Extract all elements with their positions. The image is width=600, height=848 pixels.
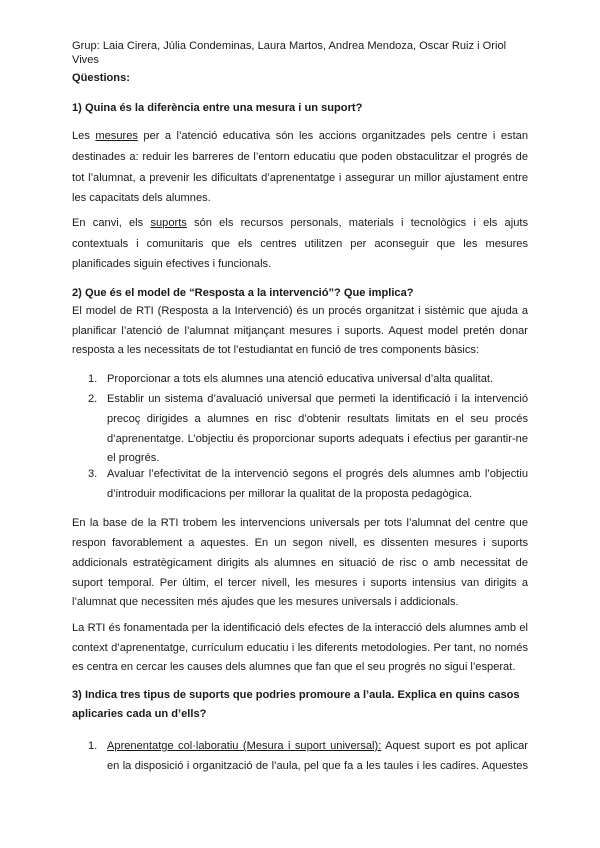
q2-base-line-5: l’alumnat que necessiten més ajudes que les mesures universals i addicionals.: [72, 596, 459, 608]
q2-list-item-3-line-1: Avaluar l’efectivitat de la intervenció segons el progrés dels alumnes amb l’objectiu: [107, 468, 528, 480]
q2-list-number-2: 2.: [88, 393, 98, 405]
q2-base-line-3: addicionals estratègicament dirigits als alumnes en situació de risc o amb necessitat de: [72, 557, 528, 569]
q2-list-item-1: Proporcionar a tots els alumnes una atenció educativa universal d’alta qualitat.: [107, 373, 494, 385]
q2-list-item-3-line-2: d’introduir modificacions per millorar la qualitat de la proposta pedagògica.: [107, 488, 473, 500]
group-line-2: Vives: [72, 54, 99, 66]
q2-list-item-2-line-4: el progrés.: [107, 452, 160, 464]
q2-base-line-1: En la base de la RTI trobem les intervencions universals per tots l’alumnat del centre que: [72, 517, 528, 529]
suports-link[interactable]: suports: [150, 217, 187, 229]
q2-intro-line-3: resposta a les necessitats de tot l’estudiantat en funció de tres components bàsics:: [72, 344, 480, 356]
q2-list-item-2-line-1: Establir un sistema d’avaluació universal que permeti la identificació i la intervenció: [107, 393, 528, 405]
mesures-link[interactable]: mesures: [95, 130, 138, 142]
q1-p1-line-2: destinades a: reduir les barreres de l’entorn educatiu que poden obstaculitzar el progrés de: [72, 151, 528, 163]
q2-intro-line-2: planificar l’atenció de l’alumnat mitjançant mesures i suports. Aquest model pretén donar: [72, 325, 528, 337]
q2-title: 2) Que és el model de “Resposta a la intervenció”? Que implica?: [72, 287, 414, 299]
q2-list-number-3: 3.: [88, 468, 98, 480]
q2-fonament-line-1: La RTI és fonamentada per la identificació dels efectes de la interacció dels alumnes amb el: [72, 622, 528, 634]
group-line-1: Grup: Laia Cirera, Júlia Condeminas, Laura Martos, Andrea Mendoza, Oscar Ruiz i Oriol: [72, 40, 507, 52]
q1-p1-line-3: tot l’alumnat, a prevenir les dificultats d’aprenentatge i assegurar un millor ajustament entre: [72, 172, 528, 184]
aprenentatge-collaboratiu-link[interactable]: Aprenentatge col·laboratiu (Mesura i suport universal):: [107, 740, 382, 752]
q1-p2-line-1: En canvi, els suports són els recursos personals, materials i tecnològics i els ajuts: [72, 217, 528, 229]
q3-list-number-1: 1.: [88, 740, 98, 752]
q3-title-line-1: 3) Indica tres tipus de suports que podries promoure a l’aula. Explica en quins casos: [72, 689, 520, 701]
q1-p1-line-4: les capacitats dels alumnes.: [72, 192, 211, 204]
q2-list-number-1: 1.: [88, 373, 98, 385]
q2-base-line-4: suport temporal. Per últim, el tercer nivell, les mesures i suports intensius van dirigits a: [72, 577, 528, 589]
q2-fonament-line-2: context d’aprenentatge, currículum educatiu i les diferents metodologies. Per tant, no només: [72, 642, 528, 654]
q1-p1-line-1: Les mesures per a l’atenció educativa són les accions organitzades pels centre i estan: [72, 130, 528, 142]
q3-list-item-1-line-1: Aprenentatge col·laboratiu (Mesura i suport universal): Aquest suport es pot aplicar: [107, 740, 528, 752]
q2-list-item-2-line-3: d’aprenentatge. L’objectiu és proporcionar suports adequats i efectius per garantir-ne: [107, 433, 528, 445]
q1-p2-line-2: contextuals i comunitaris que els centres utilitzen per aconseguir que les mesures: [72, 238, 528, 250]
questions-heading: Qüestions:: [72, 72, 130, 84]
q1-title: 1) Quina és la diferència entre una mesura i un suport?: [72, 102, 363, 114]
q2-intro-line-1: El model de RTI (Resposta a la Intervenció) és un procés organitzat i sistèmic que ajuda a: [72, 305, 528, 317]
q2-fonament-line-3: es centra en cercar les causes dels alumnes que fan que el seu progrés no sigui l’esperat.: [72, 661, 516, 673]
q2-list-item-2-line-2: precoç dirigides a alumnes en risc d’obtenir resultats limitats en el seu procés: [107, 413, 528, 425]
q1-p2-line-3: planificades siguin efectives i funcionals.: [72, 258, 272, 270]
q2-base-line-2: respon favorablement a aquestes. En un segon nivell, es dissenten mesures i suports: [72, 537, 528, 549]
q3-list-item-1-line-2: en la disposició i organització de l’aula, pel que fa a les taules i les cadires. Aquestes: [107, 760, 528, 772]
q3-title-line-2: aplicaries cada un d’ells?: [72, 708, 207, 720]
